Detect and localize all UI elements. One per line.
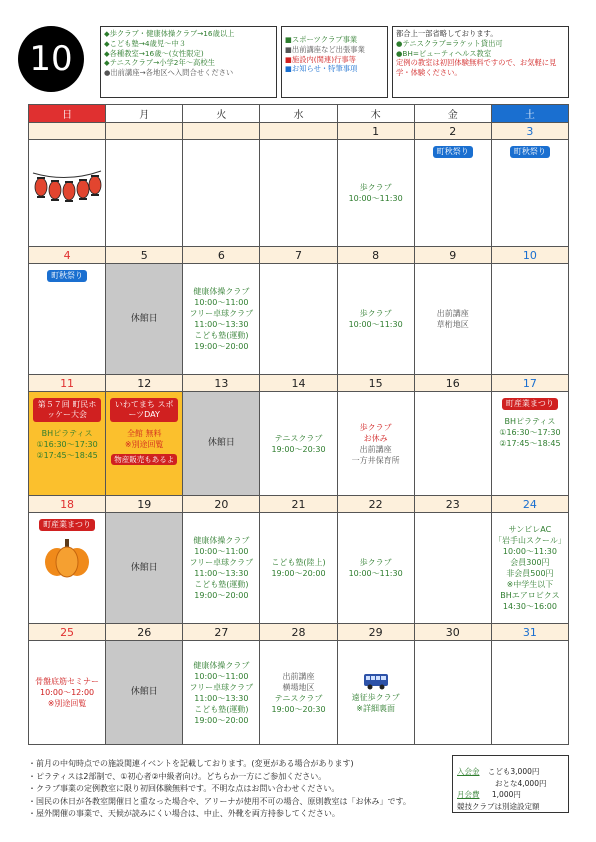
event-line: 歩クラブ [359,558,392,567]
day-cell [414,641,491,745]
day-cell [337,264,414,375]
event-line: 全館 無料 [126,429,162,438]
date-number: 9 [414,247,491,264]
date-number: 26 [106,624,183,641]
day-cell [106,513,183,624]
legend-eligibility-line: ◆テニスクラブ→小学2年〜高校生 [104,58,215,68]
event-line: BHピラティス [41,429,93,438]
date-number: 19 [106,496,183,513]
day-cell [260,392,337,496]
day-cell [337,641,414,745]
event-line: フリー卓球クラブ [189,309,254,318]
note-line: ・国民の休日が各教室開催日と重なった場合や、アリーナが使用不可の場合、原則教室は「お休み」です。 [28,796,411,806]
legend-eligibility [100,26,277,98]
event-line: 歩クラブ [359,309,392,318]
date-number: 6 [183,247,260,264]
day-cell [183,513,260,624]
fees-box [452,755,569,813]
event-row [29,264,569,375]
event-line: 「岩手山スクール」 [494,536,566,545]
event-line: 10:00〜12:00 [40,688,95,697]
date-number: 1 [337,123,414,140]
date-number: 20 [183,496,260,513]
day-cell [29,641,106,745]
monthly-fee-value: 1,000円 [491,790,521,799]
weekday-header [29,105,569,123]
day-cell [106,392,183,496]
weekday-3: 水 [260,105,337,123]
event-line: 健康体操クラブ [193,660,250,670]
event-line: 10:00〜11:00 [194,298,249,307]
event-line: テニスクラブ [274,693,323,703]
legend-color-item: ■施設内(関連)行事等 [285,54,356,64]
date-number: 25 [29,624,106,641]
day-cell [491,392,568,496]
date-number: 17 [491,375,568,392]
event-line: 出前講座 [359,444,392,454]
note-line: ・屋外開催の事業で、天候が読みにくい場合は、中止、外靴を両方持参してください。 [28,809,340,818]
legend-color-key [281,26,388,98]
legend-eligibility-line: ◆歩クラブ・健康体操クラブ→16歳以上 [104,29,235,38]
event-line: 一方井保育所 [351,455,400,465]
date-number: 27 [183,624,260,641]
date-number: 10 [491,247,568,264]
event-pill: いわてまち スポーツDAY [110,398,178,422]
date-number: 7 [260,247,337,264]
entry-fee-adult: おとな4,000円 [495,778,547,788]
event-line: ②17:45〜18:45 [36,451,98,460]
day-cell [414,513,491,624]
date-number [260,123,337,140]
event-row [29,641,569,745]
event-pill: 第５７回 町民ホッケー大会 [33,398,101,422]
day-cell [260,641,337,745]
date-number: 8 [337,247,414,264]
weekday-5: 金 [414,105,491,123]
day-cell [491,513,568,624]
event-line: 11:00〜13:30 [194,569,249,578]
weekday-6: 土 [491,105,568,123]
calendar [28,104,569,748]
day-cell [106,140,183,247]
event-line: ※中学生以下 [506,580,554,589]
date-number: 22 [337,496,414,513]
event-line: 草桁地区 [436,320,469,329]
date-number [29,123,106,140]
event-line: 健康体操クラブ [193,536,250,545]
event-line: 19:00〜20:00 [194,591,249,600]
date-row [29,375,569,392]
date-number: 29 [337,624,414,641]
event-line: 10:00〜11:00 [194,547,249,556]
legend-info [392,26,569,98]
notes [28,758,448,821]
day-cell [260,140,337,247]
day-cell [491,264,568,375]
date-number: 16 [414,375,491,392]
event-line: ※別途回覧 [47,699,87,708]
weekday-4: 木 [337,105,414,123]
event-line: 遠征歩クラブ [351,692,400,702]
event-line: 休館日 [130,313,158,324]
day-cell [29,392,106,496]
day-cell [491,140,568,247]
day-cell [29,264,106,375]
legend-info-line: ●テニスクラブ=ラケット貸出可 [396,38,503,48]
event-line: こども塾(運動) [194,704,249,714]
event-line: 14:30〜16:00 [502,602,557,611]
day-cell [414,264,491,375]
event-line: 休館日 [130,687,158,697]
event-line: テニスクラブ [274,433,323,443]
day-cell [29,513,106,624]
day-cell [183,264,260,375]
event-line: こども塾(運動) [194,331,249,340]
event-line: 10:00〜11:30 [502,547,557,556]
event-line: BHエアロビクス [500,591,560,600]
date-number: 31 [491,624,568,641]
legend-eligibility-line: ◆各種教室→16歳〜(女性限定) [104,48,204,58]
lantern-icon [31,167,103,217]
event-line: 10:00〜11:30 [348,320,403,329]
fees-note: 競技クラブは別途設定額 [457,801,540,811]
event-line: ①16:30〜17:30 [499,428,561,437]
legend-eligibility-line: ●出前講座→各地区へ入問合せください [104,68,234,78]
date-number: 5 [106,247,183,264]
event-line: 10:00〜11:30 [348,194,403,203]
date-number: 11 [29,375,106,392]
day-cell [414,140,491,247]
event-line: 非会員500円 [506,569,554,578]
event-line: 19:00〜20:30 [271,704,326,714]
legend-color-item: ■お知らせ・特筆事項 [285,64,358,74]
event-line: フリー卓球クラブ [189,682,254,692]
month-badge: 10 [18,26,84,92]
note-line: ・ピラティスは2部制で、①初心者②中級者向け。どちらか一方にご参加ください。 [28,771,327,781]
entry-fee-child: こども3,000円 [487,767,540,776]
event-line: 横場地区 [282,682,315,692]
day-cell [29,140,106,247]
event-row [29,140,569,247]
event-line: 物産販売もあるよ [111,454,177,465]
date-number: 23 [414,496,491,513]
event-pill: 町秋祭り [433,146,473,158]
event-line: 歩クラブ [359,422,392,432]
event-line: ①16:30〜17:30 [36,440,98,449]
date-row [29,247,569,264]
date-number [183,123,260,140]
day-cell [337,140,414,247]
event-line: ※詳細裏面 [356,703,395,713]
event-line: 会員300円 [510,558,550,567]
event-line: こども塾(運動) [194,580,249,589]
date-number: 24 [491,496,568,513]
date-number: 4 [29,247,106,264]
event-line: ※別途回覧 [124,440,164,449]
day-cell [106,641,183,745]
day-cell [337,392,414,496]
date-number: 14 [260,375,337,392]
event-line: 健康体操クラブ [193,287,250,296]
event-row [29,392,569,496]
date-number: 12 [106,375,183,392]
day-cell [337,513,414,624]
legend-info-line: ●BH=ビューティヘルス教室 [396,48,492,58]
event-pill: 町産業まつり [39,519,95,531]
legend-info-line: 定例の教室は初回体験無料ですので、お気軽に見学・体験ください。 [396,58,557,78]
event-line: 19:00〜20:30 [271,444,326,454]
event-line: こども塾(陸上) [271,558,326,567]
day-cell [260,264,337,375]
pumpkin-icon [41,537,93,579]
legend-eligibility-line: ◆こども塾→4歳児〜中３ [104,38,187,48]
date-number: 3 [491,123,568,140]
monthly-fee-label: 月会費 [457,790,480,799]
bus-icon [363,672,389,690]
weekday-2: 火 [183,105,260,123]
date-number: 18 [29,496,106,513]
date-number: 15 [337,375,414,392]
day-cell [183,140,260,247]
day-cell [414,392,491,496]
event-line: 11:00〜13:30 [194,693,249,703]
weekday-1: 月 [106,105,183,123]
event-line: 19:00〜20:00 [194,715,249,725]
event-line: 11:00〜13:30 [194,320,249,329]
event-line: 出前講座 [436,309,469,318]
event-line: 19:00〜20:00 [194,342,249,351]
event-line: BHピラティス [504,417,556,426]
date-row [29,123,569,140]
date-number: 28 [260,624,337,641]
date-number: 30 [414,624,491,641]
event-line: 歩クラブ [359,183,392,192]
day-cell [106,264,183,375]
event-pill: 町秋祭り [47,270,87,282]
entry-fee-label: 入会金 [457,767,480,776]
event-line: フリー卓球クラブ [189,558,254,567]
event-line: ②17:45〜18:45 [499,439,561,448]
event-line: 19:00〜20:00 [271,569,326,578]
date-number: 13 [183,375,260,392]
event-line: 10:00〜11:00 [194,671,249,681]
weekday-0: 日 [29,105,106,123]
event-line: お休み [363,433,388,443]
event-line: サンビレAC [508,525,552,534]
date-row [29,496,569,513]
event-row [29,513,569,624]
event-line: 休館日 [130,562,158,573]
event-pill: 町産業まつり [502,398,558,410]
date-row [29,624,569,641]
event-line: 骨盤底筋セミナー [35,677,100,686]
legend-info-line: 都合上一部省略しております。 [396,29,498,38]
legend-color-item: ■出前講座など出張事業 [285,44,365,54]
date-number [106,123,183,140]
event-pill: 町秋祭り [510,146,550,158]
day-cell [183,392,260,496]
day-cell [183,641,260,745]
date-number: 21 [260,496,337,513]
note-line: ・前月の中旬時点での施設関連イベントを記載しております。(変更がある場合があります) [28,759,354,768]
event-line: 10:00〜11:30 [348,569,403,578]
event-line: 出前講座 [282,671,315,681]
note-line: ・クラブ事業の定例教室に限り初回体験無料です。不明な点はお問い合わせください。 [28,784,340,793]
event-line: 休館日 [207,438,235,448]
legend-color-item: ■スポーツクラブ事業 [285,35,358,44]
date-number: 2 [414,123,491,140]
day-cell [260,513,337,624]
day-cell [491,641,568,745]
calendar-table [28,104,569,745]
